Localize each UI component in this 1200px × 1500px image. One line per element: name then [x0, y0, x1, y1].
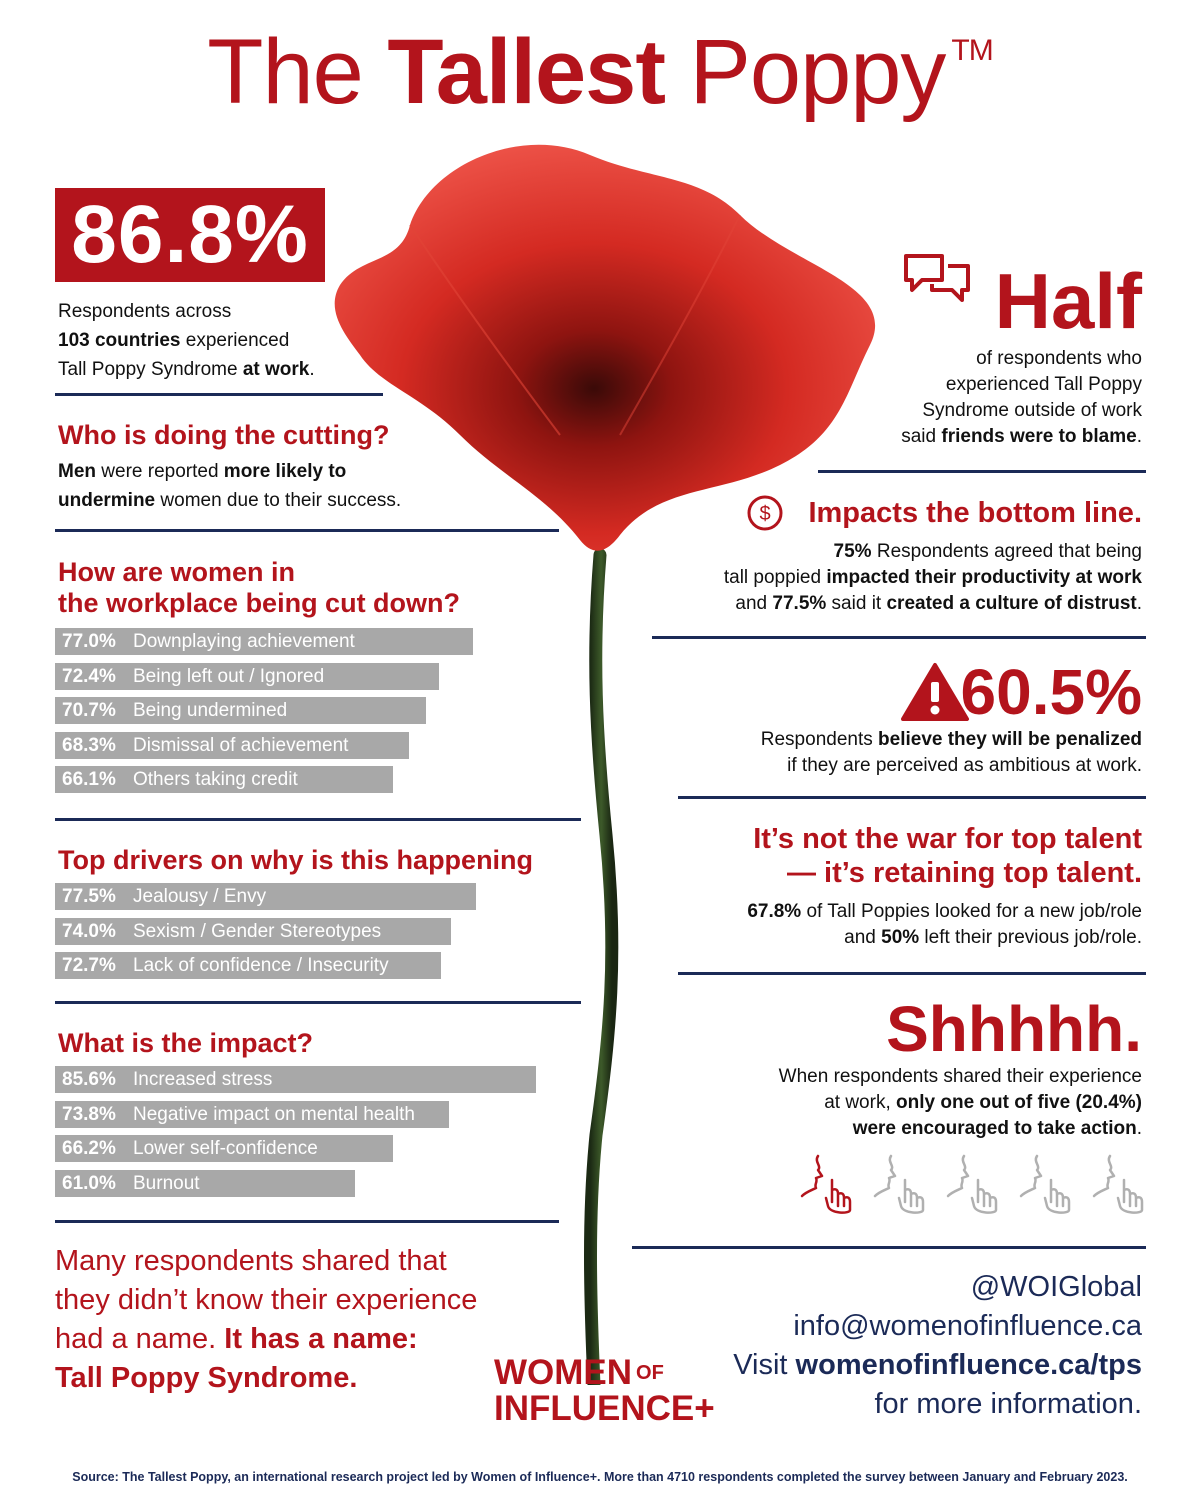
- stat-86-description: [58, 297, 378, 384]
- how-bar-label: Others taking credit: [133, 769, 298, 790]
- shh-heading: Shhhhh.: [886, 993, 1142, 1065]
- how-bar: [55, 697, 426, 724]
- how-bar: [55, 766, 393, 793]
- drivers-bar-label: Jealousy / Envy: [133, 886, 267, 907]
- who-text1: were reported: [96, 461, 224, 482]
- who-undermine: undermine: [58, 490, 156, 511]
- drivers-heading: Top drivers on why is this happening: [58, 845, 534, 875]
- talent-678: 67.8%: [747, 901, 802, 922]
- how-bar-label: Dismissal of achievement: [133, 734, 349, 756]
- source-footnote: Source: The Tallest Poppy, an international research project led by Women of Influence+. More than 4710 respondents completed the survey between January and February 2023.: [72, 1470, 1128, 1484]
- closing-line3: had a name.: [55, 1323, 225, 1355]
- contact-block: [733, 1268, 1142, 1424]
- penalized-line1: Respondents: [760, 729, 879, 750]
- bottom-line-heading: Impacts the bottom line.: [808, 497, 1142, 529]
- half-description: [812, 346, 1142, 450]
- stat-86-period: .: [309, 359, 315, 380]
- trademark: TM: [951, 34, 993, 67]
- how-bar-label: Downplaying achievement: [133, 631, 355, 652]
- half-line3: Syndrome outside of work: [922, 400, 1142, 421]
- who-heading: Who is doing the cutting?: [58, 420, 390, 450]
- bottom-line-line3: and: [735, 593, 773, 614]
- how-bar-percent: 72.4%: [62, 665, 116, 687]
- talent-heading: [662, 822, 1142, 890]
- title-pre: The: [207, 21, 388, 123]
- shh-one-of-five: only one out of five (20.4%): [896, 1092, 1142, 1113]
- more-info-text: for more information.: [874, 1388, 1142, 1420]
- logo-influence: INFLUENCE+: [494, 1389, 715, 1428]
- page-title: [0, 20, 1200, 125]
- penalized-stat: 60.5%: [960, 656, 1142, 728]
- bottom-line-mid: said it: [826, 593, 887, 614]
- how-bar-label: Being undermined: [133, 700, 288, 721]
- how-bar: [55, 628, 473, 655]
- impact-bar-percent: 61.0%: [62, 1172, 116, 1194]
- shush-face-icon: [946, 1152, 1002, 1216]
- how-bar-percent: 68.3%: [62, 734, 116, 756]
- bottom-line-line2: tall poppied: [723, 567, 827, 588]
- talent-line2: and: [844, 927, 882, 948]
- talent-line1: of Tall Poppies looked for a new job/role: [801, 901, 1142, 922]
- shh-line2: at work,: [824, 1092, 897, 1113]
- who-text2: women due to their success.: [155, 490, 402, 511]
- drivers-bar-percent: 74.0%: [62, 920, 116, 942]
- who-more-likely: more likely to: [223, 461, 347, 482]
- half-line4: said: [901, 426, 942, 447]
- who-men: Men: [58, 461, 96, 482]
- shh-description: [682, 1064, 1142, 1142]
- shush-face-icon: [800, 1152, 856, 1216]
- drivers-bar: [55, 883, 476, 910]
- divider: [678, 796, 1146, 799]
- bottom-line-period: .: [1136, 593, 1142, 614]
- talent-heading-line2: — it’s retaining top talent.: [787, 857, 1142, 889]
- shush-face-icon: [873, 1152, 929, 1216]
- how-bar-percent: 70.7%: [62, 700, 116, 721]
- divider: [678, 972, 1146, 975]
- closing-line2: they didn’t know their experience: [55, 1284, 478, 1316]
- shh-period: .: [1136, 1118, 1142, 1139]
- how-heading: [58, 557, 460, 619]
- shh-line1: When respondents shared their experience: [778, 1066, 1142, 1087]
- penalized-line2: if they are perceived as ambitious at work.: [787, 755, 1142, 776]
- talent-heading-line1: It’s not the war for top talent: [753, 823, 1142, 855]
- stat-86-line3: Tall Poppy Syndrome: [58, 359, 243, 380]
- divider: [55, 393, 383, 396]
- half-heading: Half: [994, 257, 1142, 345]
- bottom-line-75: 75%: [833, 541, 872, 562]
- logo-of: OF: [636, 1362, 664, 1384]
- bottom-line-description: [622, 539, 1142, 617]
- closing-it-has-a-name: It has a name:: [224, 1323, 418, 1355]
- warning-icon: [900, 662, 970, 722]
- dollar-icon: [746, 494, 784, 532]
- svg-text:$: $: [759, 503, 771, 525]
- divider: [818, 470, 1146, 473]
- title-post: Poppy: [664, 21, 946, 123]
- shush-face-icon: [1019, 1152, 1075, 1216]
- drivers-bar-label: Sexism / Gender Stereotypes: [133, 920, 382, 942]
- website-link[interactable]: womenofinfluence.ca/tps: [795, 1349, 1142, 1381]
- impact-heading: What is the impact?: [58, 1028, 314, 1058]
- drivers-bar-percent: 77.5%: [62, 886, 116, 907]
- bottom-line-775: 77.5%: [772, 593, 827, 614]
- penalized-bold: believe they will be penalized: [878, 729, 1142, 750]
- impact-bar: [55, 1101, 449, 1128]
- how-bar-percent: 77.0%: [62, 631, 116, 652]
- who-description: [58, 457, 478, 515]
- half-period: .: [1136, 426, 1142, 447]
- bottom-line-distrust: created a culture of distrust: [886, 593, 1137, 614]
- divider: [55, 1220, 559, 1223]
- drivers-bar-label: Lack of confidence / Insecurity: [133, 955, 389, 976]
- closing-statement: [55, 1242, 525, 1398]
- divider: [55, 529, 559, 532]
- email-link[interactable]: info@womenofinfluence.ca: [793, 1310, 1142, 1342]
- impact-bar: [55, 1135, 393, 1162]
- how-bar-percent: 66.1%: [62, 769, 116, 790]
- stat-86-at-work: at work: [242, 359, 310, 380]
- impact-bar-label: Burnout: [133, 1172, 200, 1194]
- chat-bubbles-icon: [902, 252, 972, 308]
- women-of-influence-logo: [494, 1355, 715, 1427]
- how-bar-label: Being left out / Ignored: [133, 665, 325, 687]
- half-line1: of respondents who: [976, 348, 1142, 369]
- impact-bar: [55, 1066, 536, 1093]
- how-bar: [55, 663, 439, 690]
- divider: [652, 636, 1146, 639]
- title-bold: Tallest: [387, 21, 665, 123]
- impact-bar-percent: 85.6%: [62, 1069, 116, 1090]
- stat-86-line2: experienced: [180, 330, 290, 351]
- how-heading-line1: How are women in: [58, 557, 296, 587]
- talent-line2-end: left their previous job/role.: [919, 927, 1142, 948]
- divider: [55, 818, 581, 821]
- half-line2: experienced Tall Poppy: [945, 374, 1142, 395]
- penalized-description: [682, 727, 1142, 779]
- closing-tps: Tall Poppy Syndrome.: [55, 1362, 358, 1394]
- drivers-bar-percent: 72.7%: [62, 955, 116, 976]
- shush-face-icon: [1092, 1152, 1148, 1216]
- visit-text: Visit: [733, 1349, 796, 1381]
- stat-86-countries: 103 countries: [58, 330, 181, 351]
- how-bar: [55, 732, 409, 759]
- stat-86-line1: Respondents across: [58, 301, 232, 322]
- how-heading-line2: the workplace being cut down?: [58, 588, 461, 618]
- impact-bar-label: Increased stress: [133, 1069, 273, 1090]
- drivers-bar: [55, 952, 441, 979]
- divider: [632, 1246, 1146, 1249]
- closing-line1: Many respondents shared that: [55, 1245, 447, 1277]
- talent-50: 50%: [881, 927, 920, 948]
- stat-86-badge: 86.8%: [55, 188, 325, 282]
- bottom-line-productivity: impacted their productivity at work: [826, 567, 1142, 588]
- divider: [55, 1001, 581, 1004]
- impact-bar-percent: 66.2%: [62, 1138, 116, 1159]
- logo-women: WOMEN: [494, 1353, 633, 1392]
- twitter-handle[interactable]: @WOIGlobal: [970, 1271, 1142, 1303]
- shh-encouraged: were encouraged to take action: [852, 1118, 1137, 1139]
- impact-bar-percent: 73.8%: [62, 1103, 116, 1125]
- bottom-line-line1: Respondents agreed that being: [871, 541, 1142, 562]
- impact-bar: [55, 1170, 355, 1197]
- impact-bar-label: Negative impact on mental health: [133, 1103, 415, 1125]
- talent-description: [682, 899, 1142, 951]
- impact-bar-label: Lower self-confidence: [133, 1138, 318, 1159]
- drivers-bar: [55, 918, 451, 945]
- half-friends: friends were to blame: [941, 426, 1137, 447]
